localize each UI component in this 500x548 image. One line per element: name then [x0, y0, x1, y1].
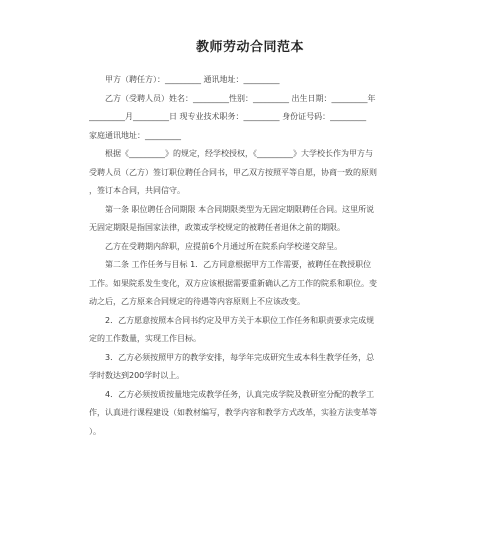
clause-four-line: 4．乙方必须按质按量地完成教学任务，认真完成学院及教研室分配的教学工: [105, 389, 375, 399]
preamble-line: 受聘人员（乙方）签订职位聘任合同书，甲乙双方按照平等自愿，协商一致的原则: [89, 167, 377, 177]
preamble-line: ，签订本合同，共同信守。: [89, 186, 185, 195]
clause-two-line: 定的工作数量，实现工作目标。: [89, 334, 201, 343]
document-body: [89, 71, 413, 441]
clause-four-line: ）。: [89, 426, 101, 436]
article-one-line: 第一条 职位聘任合同期限 本合同期限类型为无固定期限聘任合同。这里所说: [105, 204, 375, 214]
preamble-line: 根据《_________》的规定，经学校授权，《_________》大学校长作为甲方与: [105, 149, 373, 158]
article-one-line: 无固定期限是指国家法律，政策或学校规定的被聘任者退休之前的期限。: [89, 223, 345, 232]
article-two-line: 工作。如果院系发生变化，双方应该根据需要重新确认乙方工作的院系和职位。变: [89, 278, 377, 288]
party-a-line: 甲方（聘任方）：_________ 通讯地址：_________: [105, 75, 280, 84]
clause-three-line: 3．乙方必须按照甲方的教学安排，每学年完成研究生或本科生教学任务，总: [105, 352, 375, 362]
clause-two-line: 2．乙方愿意按照本合同书约定及甲方关于本职位工作任务和职责要求完成规: [105, 315, 375, 325]
document-title: 教师劳动合同范本: [195, 40, 304, 55]
home-address-line: 家庭通讯地址：_________: [89, 130, 181, 140]
article-two-line: 第二条 工作任务与目标 1．乙方同意根据甲方工作需要，被聘任在教授职位: [105, 260, 372, 269]
party-b-line-cont: _________月_________日 现专业技术职务：_________ 身份证号码：_________: [89, 112, 367, 121]
resignation-line: 乙方在受聘期内辞职，应提前6个月通过所在院系向学校递交辞呈。: [105, 241, 343, 251]
article-two-line: 动之后，乙方原来合同规定的待遇等内容原则上不应该改变。: [89, 297, 305, 306]
clause-three-line: 学时数达到200学时以上。: [89, 371, 185, 380]
clause-four-line: 作，认真进行课程建设（如教材编写，教学内容和教学方式改革，实验方法变革等: [89, 408, 377, 417]
party-b-line: 乙方（受聘人员）姓名：_________性别：_________ 出生日期：_________年: [105, 93, 376, 103]
